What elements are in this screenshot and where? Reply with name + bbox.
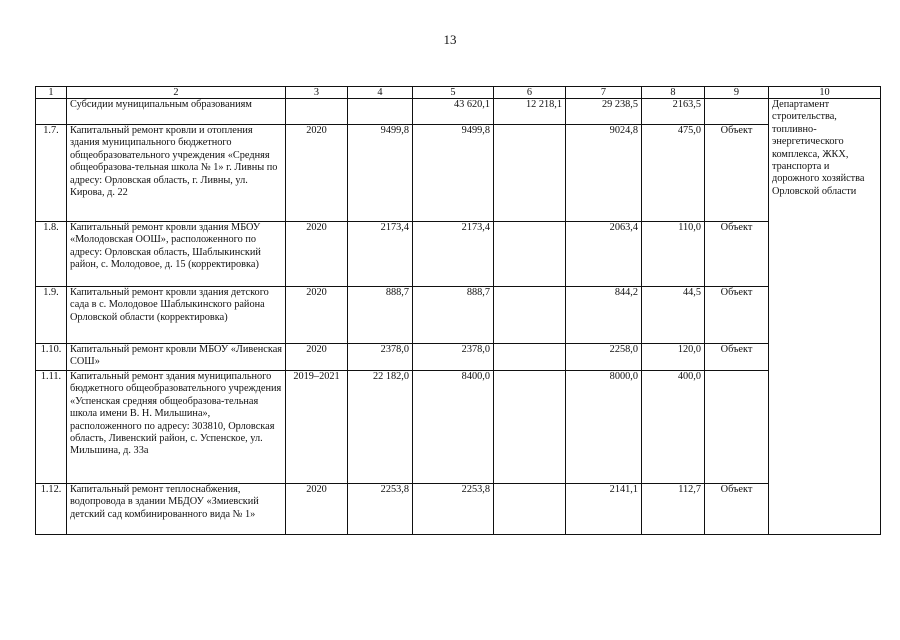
column-header: 6 — [494, 87, 566, 99]
table-body — [36, 87, 881, 535]
page-number: 13 — [443, 32, 457, 47]
total-cell: 2378,0 — [348, 344, 413, 371]
description-cell: Капитальный ремонт здания муниципального бюджетного общеобразовательного учреждения «Успенская средняя общеобразова-тельная школа имени В. Н. Мильшина», расположенного по адресу: 303810, Орловская область, Ливенский район, с. Успенское, ул. Мильшина, д. 33а — [67, 371, 286, 484]
table-row — [36, 125, 881, 222]
total-cell: 2253,8 — [348, 484, 413, 535]
row-number-cell: 1.9. — [36, 287, 67, 344]
column-header: 7 — [566, 87, 642, 99]
row-number-cell: 1.10. — [36, 344, 67, 371]
table-row — [36, 287, 881, 344]
amount-cell: 120,0 — [642, 344, 705, 371]
amount-cell: 43 620,1 — [413, 99, 494, 125]
column-header: 9 — [705, 87, 769, 99]
column-header: 3 — [286, 87, 348, 99]
program-table — [35, 86, 881, 535]
amount-cell: 12 218,1 — [494, 99, 566, 125]
amount-cell — [494, 344, 566, 371]
amount-cell: 888,7 — [413, 287, 494, 344]
description-cell: Капитальный ремонт кровли МБОУ «Ливенская СОШ» — [67, 344, 286, 371]
row-number-cell — [36, 99, 67, 125]
result-cell — [705, 99, 769, 125]
amount-cell — [494, 371, 566, 484]
year-cell: 2020 — [286, 344, 348, 371]
amount-cell — [494, 125, 566, 222]
year-cell: 2020 — [286, 287, 348, 344]
amount-cell: 844,2 — [566, 287, 642, 344]
year-cell: 2020 — [286, 484, 348, 535]
column-header: 2 — [67, 87, 286, 99]
table-row — [36, 344, 881, 371]
row-number-cell: 1.8. — [36, 222, 67, 287]
amount-cell: 29 238,5 — [566, 99, 642, 125]
amount-cell: 2141,1 — [566, 484, 642, 535]
total-cell: 9499,8 — [348, 125, 413, 222]
subsidy-row — [36, 99, 881, 125]
total-cell: 22 182,0 — [348, 371, 413, 484]
total-cell: 888,7 — [348, 287, 413, 344]
amount-cell: 2253,8 — [413, 484, 494, 535]
amount-cell: 112,7 — [642, 484, 705, 535]
result-cell: Объект — [705, 125, 769, 222]
amount-cell — [494, 287, 566, 344]
total-cell — [348, 99, 413, 125]
amount-cell: 2163,5 — [642, 99, 705, 125]
amount-cell — [494, 222, 566, 287]
department-cell: Департамент строительства, топливно-энергетического комплекса, ЖКХ, транспорта и дорожного хозяйства Орловской области — [769, 99, 881, 535]
column-header: 1 — [36, 87, 67, 99]
amount-cell: 2258,0 — [566, 344, 642, 371]
column-header: 10 — [769, 87, 881, 99]
year-cell: 2019–2021 — [286, 371, 348, 484]
row-number-cell: 1.12. — [36, 484, 67, 535]
description-cell: Капитальный ремонт теплоснабжения, водопровода в здании МБДОУ «Змиевский детский сад комбинированного вида № 1» — [67, 484, 286, 535]
amount-cell: 475,0 — [642, 125, 705, 222]
result-cell: Объект — [705, 287, 769, 344]
row-number-cell: 1.7. — [36, 125, 67, 222]
amount-cell: 2173,4 — [413, 222, 494, 287]
result-cell: Объект — [705, 344, 769, 371]
subsidy-label: Субсидии муниципальным образованиям — [67, 99, 286, 125]
amount-cell: 110,0 — [642, 222, 705, 287]
amount-cell: 44,5 — [642, 287, 705, 344]
column-header: 8 — [642, 87, 705, 99]
column-header: 5 — [413, 87, 494, 99]
year-cell: 2020 — [286, 125, 348, 222]
total-cell: 2173,4 — [348, 222, 413, 287]
amount-cell: 400,0 — [642, 371, 705, 484]
result-cell — [705, 371, 769, 484]
amount-cell — [494, 484, 566, 535]
table-row — [36, 484, 881, 535]
year-cell: 2020 — [286, 222, 348, 287]
table-row — [36, 371, 881, 484]
amount-cell: 8000,0 — [566, 371, 642, 484]
description-cell: Капитальный ремонт кровли и отопления здания муниципального бюджетного общеобразовательного учреждения «Средняя общеобразова-тельная школа № 1» г. Ливны по адресу: Орловская область, г. Ливны, ул. Кирова, д. 22 — [67, 125, 286, 222]
description-cell: Капитальный ремонт кровли здания МБОУ «Молодовская ООШ», расположенного по адресу: Орловская область, Шаблыкинский район, с. Молодовое, д. 15 (корректировка) — [67, 222, 286, 287]
amount-cell: 2378,0 — [413, 344, 494, 371]
amount-cell: 8400,0 — [413, 371, 494, 484]
column-number-row — [36, 87, 881, 99]
amount-cell: 9024,8 — [566, 125, 642, 222]
result-cell: Объект — [705, 484, 769, 535]
table-row — [36, 222, 881, 287]
description-cell: Капитальный ремонт кровли здания детского сада в с. Молодовое Шаблыкинского района Орловской области (корректировка) — [67, 287, 286, 344]
amount-cell: 9499,8 — [413, 125, 494, 222]
amount-cell: 2063,4 — [566, 222, 642, 287]
column-header: 4 — [348, 87, 413, 99]
row-number-cell: 1.11. — [36, 371, 67, 484]
year-cell — [286, 99, 348, 125]
result-cell: Объект — [705, 222, 769, 287]
